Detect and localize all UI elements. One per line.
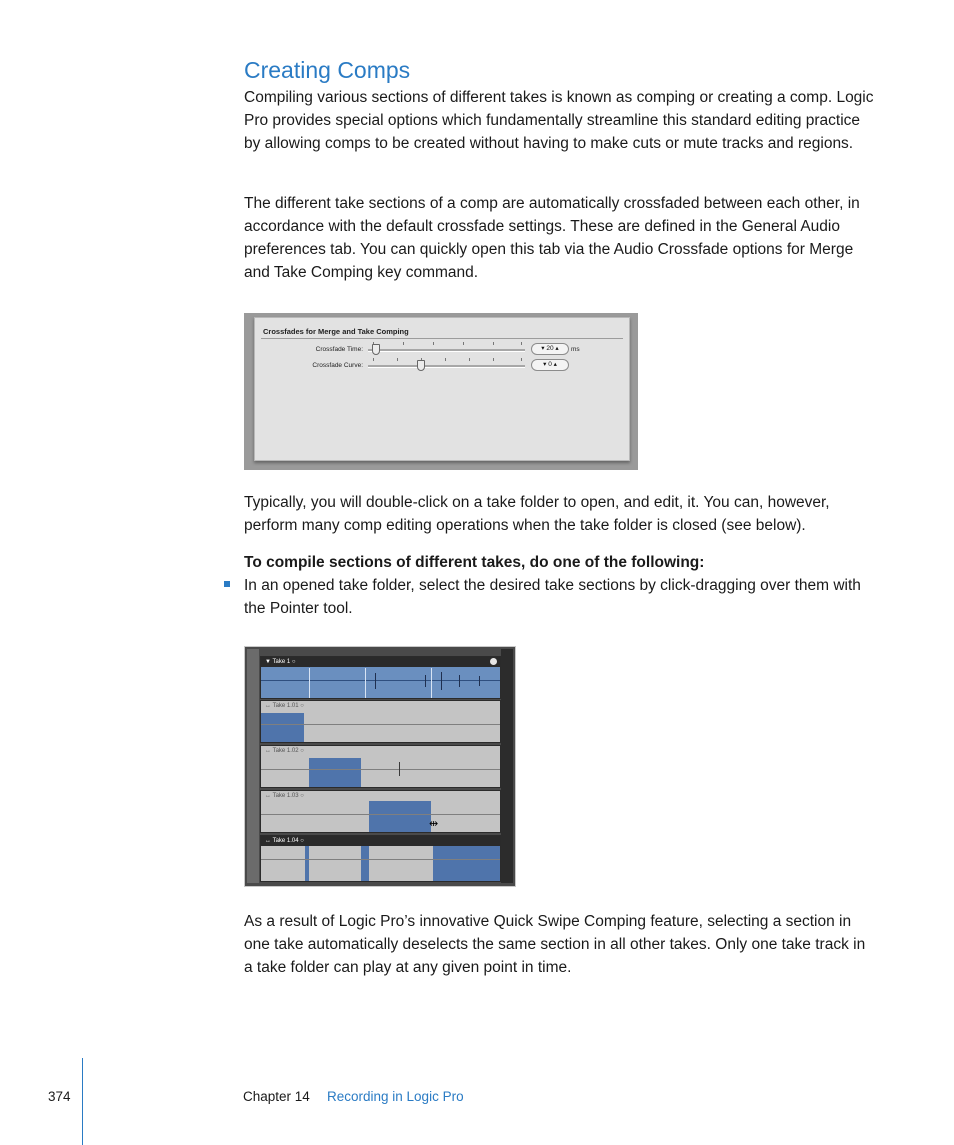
stepper-up-icon[interactable]: ▴ bbox=[553, 361, 557, 368]
take-folder-header: ▼ Take 1 ○ bbox=[261, 657, 500, 667]
slider-tick bbox=[521, 358, 522, 361]
crossfade-curve-value: 0 bbox=[548, 361, 552, 368]
track-list-strip bbox=[247, 649, 259, 883]
chapter-label: Chapter 14 bbox=[243, 1089, 310, 1104]
take-label: Take 1.03 bbox=[272, 793, 299, 799]
section-boundary bbox=[365, 668, 366, 698]
slider-tick bbox=[433, 342, 434, 345]
crossfade-time-slider[interactable] bbox=[368, 349, 525, 352]
crossfade-time-unit: ms bbox=[571, 346, 580, 353]
take-lane-3[interactable] bbox=[260, 790, 501, 833]
task-heading: To compile sections of different takes, do one of the following: bbox=[244, 554, 705, 571]
footer-divider bbox=[82, 1058, 83, 1145]
slider-tick bbox=[463, 342, 464, 345]
slider-tick bbox=[397, 358, 398, 361]
crossfade-group-title: Crossfades for Merge and Take Comping bbox=[263, 327, 409, 336]
take-folder-region[interactable] bbox=[260, 656, 501, 699]
resize-cursor-icon: ⇹ bbox=[429, 818, 439, 830]
paragraph-quick-swipe: As a result of Logic Pro’s innovative Quick Swipe Comping feature, selecting a section in one take automatically deselects the same section in all other takes. Only one take track in a take folder can play at any given point in time. bbox=[244, 913, 866, 976]
section-heading: Creating Comps bbox=[244, 57, 411, 83]
waveform-peak bbox=[479, 676, 480, 686]
crossfade-curve-label: Crossfade Curve: bbox=[312, 362, 363, 369]
take-selection[interactable] bbox=[309, 758, 361, 788]
slider-tick bbox=[403, 342, 404, 345]
waveform-peak bbox=[425, 675, 426, 687]
slider-tick bbox=[521, 342, 522, 345]
take-label: Take 1.02 bbox=[272, 748, 299, 754]
paragraph-take-folder: Typically, you will double-click on a take folder to open, and edit, it. You can, however, perform many comp editing operations when the take folder is closed (see below). bbox=[244, 494, 830, 534]
take-selection[interactable] bbox=[361, 846, 369, 882]
take-lane-1[interactable] bbox=[260, 700, 501, 743]
slider-tick bbox=[445, 358, 446, 361]
take-header: ↔ Take 1.02 ○ bbox=[265, 748, 304, 754]
take-folder-figure bbox=[244, 646, 516, 887]
crossfade-curve-stepper[interactable] bbox=[531, 359, 569, 371]
crossfade-time-value: 20 bbox=[546, 345, 554, 352]
waveform-peak bbox=[399, 762, 400, 776]
take-header: ↔ Take 1.01 ○ bbox=[265, 703, 304, 709]
crossfade-preferences-figure bbox=[244, 313, 638, 470]
slider-tick bbox=[493, 358, 494, 361]
bullet-icon bbox=[224, 581, 230, 587]
section-boundary bbox=[309, 668, 310, 698]
take-selection[interactable] bbox=[305, 846, 309, 882]
waveform bbox=[261, 724, 500, 725]
slider-tick bbox=[373, 358, 374, 361]
take-label: Take 1.04 bbox=[272, 838, 299, 844]
take-label: Take 1 bbox=[272, 659, 291, 665]
chapter-title-link[interactable]: Recording in Logic Pro bbox=[327, 1089, 464, 1104]
take-selection[interactable] bbox=[261, 713, 304, 743]
paragraph-intro: Compiling various sections of different takes is known as comping or creating a comp. Logic Pro provides special options which fundamentally streamline this standard editing practice by allowing comps to be created without having to make cuts or mute tracks and regions. bbox=[244, 89, 874, 152]
waveform-peak bbox=[441, 672, 442, 690]
take-header: ↔ Take 1.03 ○ bbox=[265, 793, 304, 799]
slider-tick bbox=[469, 358, 470, 361]
take-header: ↔ Take 1.04 ○ bbox=[261, 836, 500, 846]
page-number: 374 bbox=[48, 1089, 71, 1104]
section-boundary bbox=[431, 668, 432, 698]
take-selection[interactable] bbox=[369, 801, 431, 833]
take-lane-4[interactable] bbox=[260, 835, 501, 882]
stepper-up-icon[interactable]: ▴ bbox=[555, 345, 559, 352]
crossfade-curve-slider-knob[interactable] bbox=[417, 360, 425, 371]
stepper-down-icon[interactable]: ▾ bbox=[541, 345, 545, 352]
waveform-peak bbox=[375, 673, 376, 689]
bullet-item: In an opened take folder, select the desired take sections by click-dragging over them with the Pointer tool. bbox=[244, 577, 861, 617]
stepper-down-icon[interactable]: ▾ bbox=[543, 361, 547, 368]
crossfade-time-slider-knob[interactable] bbox=[372, 344, 380, 355]
crossfade-curve-slider[interactable] bbox=[368, 365, 525, 368]
crossfade-time-stepper[interactable] bbox=[531, 343, 569, 355]
waveform bbox=[261, 769, 500, 770]
waveform-peak bbox=[459, 675, 460, 687]
crossfade-time-label: Crossfade Time: bbox=[315, 346, 363, 353]
take-lane-2[interactable] bbox=[260, 745, 501, 788]
take-label: Take 1.01 bbox=[272, 703, 299, 709]
right-edge-strip bbox=[501, 649, 513, 883]
slider-tick bbox=[493, 342, 494, 345]
waveform bbox=[261, 859, 500, 860]
waveform bbox=[261, 814, 500, 815]
paragraph-crossfade: The different take sections of a comp are automatically crossfaded between each other, in accordance with the default crossfade settings. These are defined in the General Audio preferences tab. You can quickly open this tab via the Audio Crossfade options for Merge and Take Comping key command. bbox=[244, 195, 860, 281]
waveform bbox=[261, 680, 500, 681]
take-menu-icon[interactable] bbox=[490, 658, 497, 665]
take-selection[interactable] bbox=[433, 846, 501, 882]
group-divider bbox=[261, 338, 623, 339]
preferences-pane bbox=[254, 317, 630, 461]
